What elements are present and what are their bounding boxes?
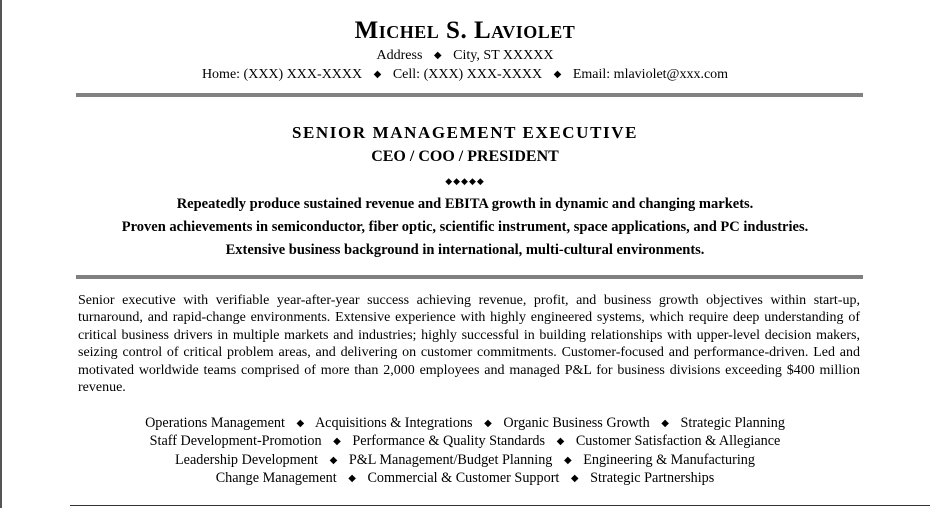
competency-item: P&L Management/Budget Planning xyxy=(348,452,553,468)
headline-title: SENIOR MANAGEMENT EXECUTIVE xyxy=(291,123,639,142)
diamond-separator-icon: ◆ xyxy=(556,436,565,447)
diamond-separator-icon: ◆ xyxy=(661,418,669,429)
highlights-divider xyxy=(76,275,863,279)
diamond-separator-icon: ◆ xyxy=(296,418,305,429)
competency-item: Commercial & Customer Support xyxy=(367,470,560,486)
highlight-line: Extensive business background in international, multi-cultural environments. xyxy=(225,242,705,258)
home-phone: Home: (XXX) XXX-XXXX xyxy=(201,67,363,82)
competency-row xyxy=(0,452,930,469)
diamond-separator-icon: ◆ xyxy=(570,473,579,484)
diamond-separator-icon: ◆ xyxy=(484,418,492,429)
address-line xyxy=(0,48,930,64)
competency-item: Engineering & Manufacturing xyxy=(583,452,755,468)
diamond-separator-icon: ◆ xyxy=(553,69,562,80)
city-state-text: City, ST XXXXX xyxy=(453,48,554,63)
competency-item: Customer Satisfaction & Allegiance xyxy=(575,433,781,449)
competency-item: Organic Business Growth xyxy=(503,415,650,431)
competency-item: Change Management xyxy=(215,470,337,486)
competency-item: Performance & Quality Standards xyxy=(352,433,546,449)
cell-phone: Cell: (XXX) XXX-XXXX xyxy=(392,67,543,82)
highlight-line: Proven achievements in semiconductor, fiber optic, scientific instrument, space applications, and PC industries. xyxy=(121,219,809,235)
competency-item: Staff Development-Promotion xyxy=(149,433,322,449)
email-address: Email: mlaviolet@xxx.com xyxy=(572,67,729,82)
bottom-divider xyxy=(70,505,930,506)
competency-row xyxy=(0,433,930,450)
diamond-separator-icon: ◆ xyxy=(333,436,341,447)
diamond-separator-icon: ◆ xyxy=(563,455,572,466)
diamond-separator-icon: ◆ xyxy=(329,455,338,466)
competency-item: Strategic Partnerships xyxy=(590,470,715,486)
competency-item: Leadership Development xyxy=(175,452,319,468)
summary-paragraph: Senior executive with verifiable year-after-year success achieving revenue, profit, and business growth objectives within start-up, turnaround, and rapid-change environments. Extensive experience with highly engineered systems, which require deep understanding of critical business drivers in multiple markets and industries; highly successful in building relationships with upper-level decision makers, seizing control of critical problem areas, and delivering on customer commitments. Customer-focused and performance-driven. Led and motivated worldwide teams comprised of more than 2,000 employees and managed P&L for business divisions exceeding $400 million revenue. xyxy=(78,293,860,396)
headline-subtitle: CEO / COO / PRESIDENT xyxy=(371,148,559,165)
candidate-name: Michel S. Laviolet xyxy=(354,17,576,44)
contact-line xyxy=(0,67,930,83)
diamond-separator-icon: ◆ xyxy=(373,69,382,80)
competency-row xyxy=(0,415,930,432)
address-text: Address xyxy=(376,48,423,63)
competency-item: Operations Management xyxy=(145,415,285,431)
competency-item: Strategic Planning xyxy=(680,415,785,431)
diamond-separator-icon: ◆ xyxy=(433,50,442,61)
diamond-ornament-icon: ◆◆◆◆◆ xyxy=(445,176,485,186)
highlight-line: Repeatedly produce sustained revenue and EBITA growth in dynamic and changing markets. xyxy=(176,196,754,212)
diamond-separator-icon: ◆ xyxy=(348,473,356,484)
competency-item: Acquisitions & Integrations xyxy=(314,415,473,431)
competency-row xyxy=(0,470,930,487)
header-divider xyxy=(76,93,863,97)
